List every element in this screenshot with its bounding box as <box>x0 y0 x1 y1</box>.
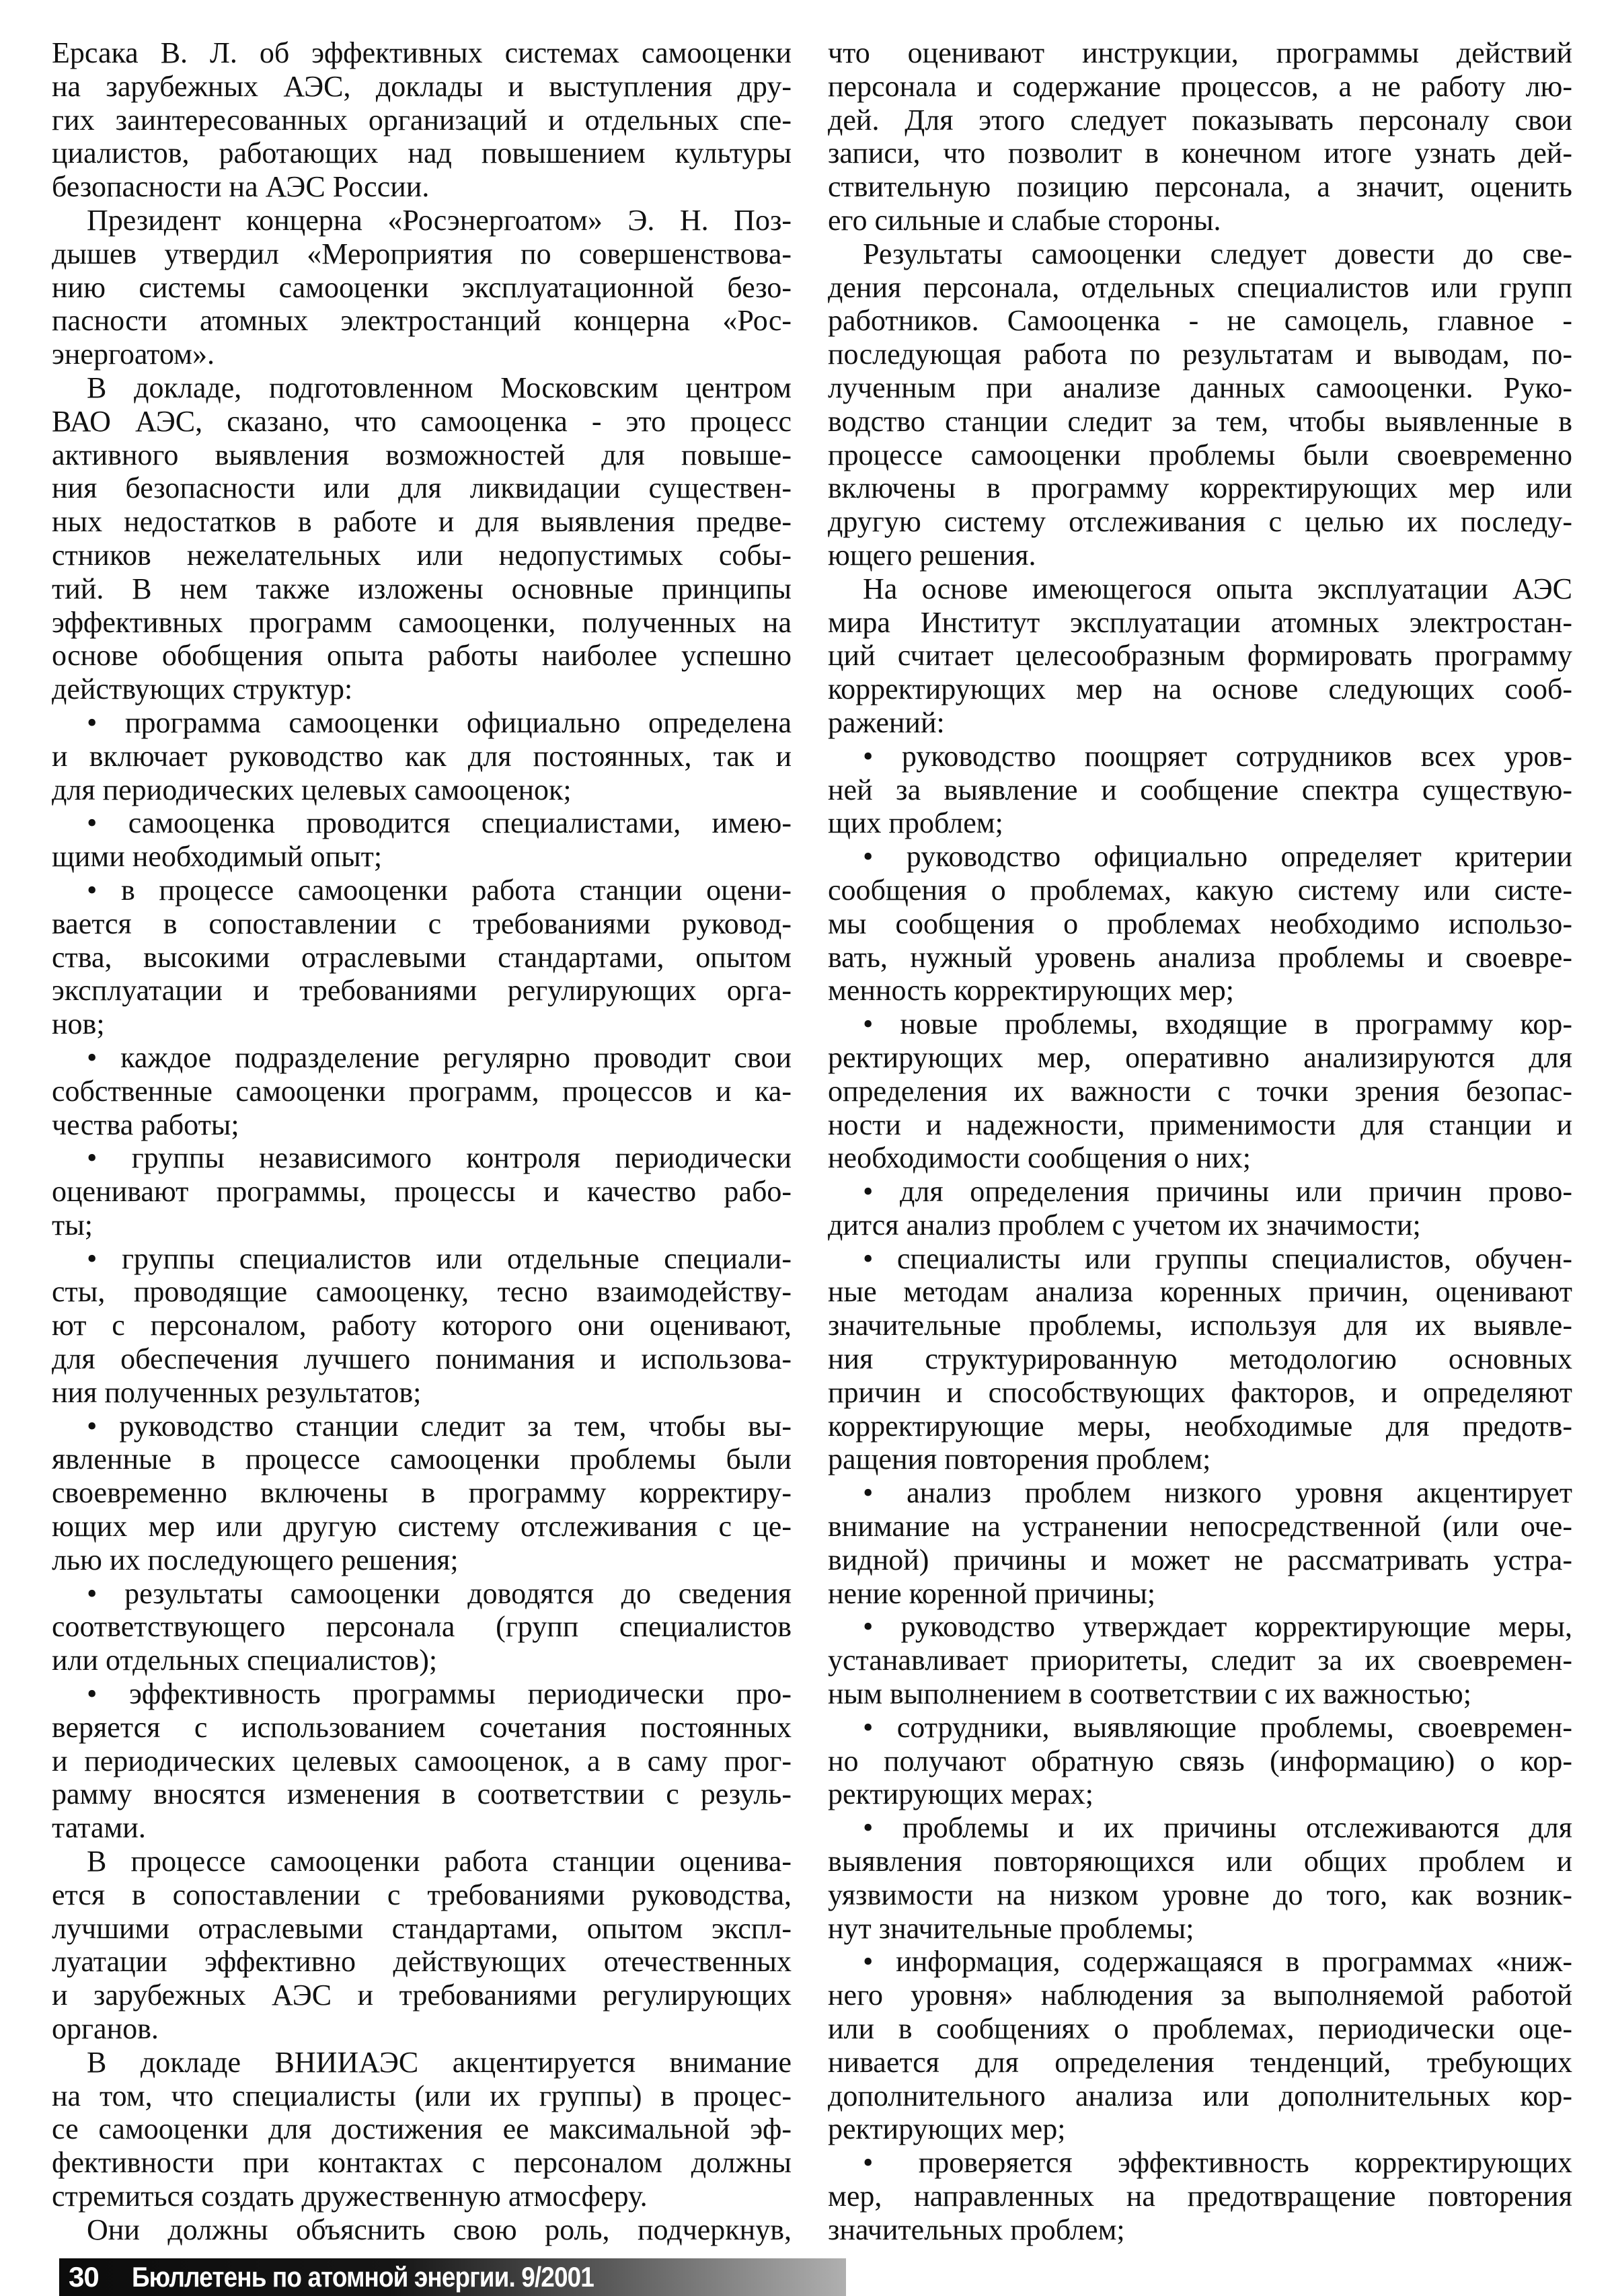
text-line: щими необходимый опыт; <box>52 840 383 874</box>
text-line: процессе самооценки проблемы были своевременно <box>828 438 1572 471</box>
text-line: ния полученных результатов; <box>52 1375 422 1409</box>
text-line: ты; <box>52 1208 93 1241</box>
text-line: се самооценки для достижения ее максимальной эф- <box>52 2112 792 2146</box>
text-line: ректирующих мер, оперативно анализируются для <box>828 1040 1572 1074</box>
text-line: действующих структур: <box>52 673 353 706</box>
text-line: безопасности на АЭС России. <box>52 170 430 204</box>
text-line: • результаты самооценки доводятся до сведения <box>87 1576 792 1610</box>
text-line: Ерсака В. Л. об эффективных системах самооценки <box>52 36 792 69</box>
text-line: Результаты самооценки следует довести до све- <box>863 237 1572 270</box>
text-line: ности и надежности, применимости для станции и <box>828 1108 1572 1141</box>
text-line: рамму вносятся изменения в соответствии с резуль- <box>52 1777 792 1811</box>
text-line: ется в сопоставлении с требованиями руководства, <box>52 1878 792 1911</box>
text-line: сты, проводящие самооценку, тесно взаимодейству- <box>52 1275 792 1309</box>
text-line: фективности при контактах с персоналом должны <box>52 2146 792 2180</box>
text-line: • руководство поощряет сотрудников всех уров- <box>863 739 1572 773</box>
text-line: менность корректирующих мер; <box>828 974 1234 1007</box>
text-line: ния структурированную методологию основных <box>828 1342 1572 1376</box>
text-line: • самооценка проводится специалистами, имею- <box>87 806 792 840</box>
text-line: записи, что позволит в конечном итоге узнать дей- <box>828 137 1572 170</box>
text-line: корректирующих мер на основе следующих сооб- <box>828 673 1572 706</box>
text-line: основе обобщения опыта работы наиболее успешно <box>52 639 792 673</box>
text-line: значительные проблемы, используя для их выявле- <box>828 1309 1572 1342</box>
paragraph <box>828 36 1572 237</box>
text-line: персонала и содержание процессов, а не работу лю- <box>828 69 1572 103</box>
text-line: сообщения о проблемах, какую систему или систе- <box>828 873 1572 907</box>
text-line: щих проблем; <box>828 806 1003 840</box>
text-line: соответствующего персонала (групп специалистов <box>52 1610 792 1644</box>
text-line: нию системы самооценки эксплуатационной безо- <box>52 270 792 304</box>
text-line: значительных проблем; <box>828 2213 1125 2246</box>
text-line: дополнительного анализа или дополнительных кор- <box>828 2079 1572 2112</box>
text-line: энергоатом». <box>52 338 215 371</box>
bullet-item <box>828 1476 1572 1610</box>
text-line: нение коренной причины; <box>828 1576 1156 1610</box>
text-line: водство станции следит за тем, чтобы выявленные в <box>828 404 1572 438</box>
text-line: ющих мер или другую систему отслеживания с це- <box>52 1510 792 1543</box>
text-line: устанавливает приоритеты, следит за их своевремен- <box>828 1644 1572 1677</box>
text-line: или отдельных специалистов); <box>52 1644 438 1677</box>
text-line: • проблемы и их причины отслеживаются для <box>863 1811 1572 1845</box>
text-line: • группы независимого контроля периодически <box>87 1141 792 1175</box>
bullet-item <box>52 1242 792 1410</box>
text-line: чества работы; <box>52 1108 239 1141</box>
text-line: выявления повторяющихся или общих проблем и <box>828 1845 1572 1878</box>
paragraph <box>828 237 1572 572</box>
left-column <box>52 36 792 2247</box>
page-number: 30 <box>69 2261 99 2293</box>
paragraph <box>52 2046 792 2213</box>
text-line: ректирующих мер; <box>828 2112 1066 2146</box>
text-line: него уровня» наблюдения за выполняемой работой <box>828 1979 1572 2012</box>
text-line: внимание на устранении непосредственной (или оче- <box>828 1510 1572 1543</box>
text-line: • программа самооценки официально определена <box>87 705 792 739</box>
publication-title: Бюллетень по атомной энергии. 9/2001 <box>132 2261 594 2293</box>
text-line: • в процессе самооценки работа станции оцени- <box>87 873 792 907</box>
text-line: собственные самооценки программ, процессов и ка- <box>52 1074 792 1108</box>
bullet-item <box>828 1945 1572 2146</box>
text-line: вается в сопоставлении с требованиями руковод- <box>52 907 792 940</box>
text-line: ствительную позицию персонала, а значит, оценить <box>828 170 1572 204</box>
text-line: и включает руководство как для постоянных, так и <box>52 739 792 773</box>
text-line: оценивают программы, процессы и качество рабо- <box>52 1175 792 1209</box>
text-line: эксплуатации и требованиями регулирующих орга- <box>52 974 792 1007</box>
text-line: • сотрудники, выявляющие проблемы, своевремен- <box>863 1710 1572 1744</box>
text-line: корректирующие меры, необходимые для предотв- <box>828 1409 1572 1443</box>
text-line: веряется с использованием сочетания постоянных <box>52 1710 792 1744</box>
text-line: • проверяется эффективность корректирующих <box>863 2146 1572 2180</box>
text-line: • для определения причины или причин прово- <box>863 1175 1572 1209</box>
bullet-item <box>828 1007 1572 1175</box>
text-line: ным выполнением в соответствии с их важностью; <box>828 1677 1471 1711</box>
text-line: другую систему отслеживания с целью их последу- <box>828 505 1572 539</box>
text-line: стремиться создать дружественную атмосферу. <box>52 2180 648 2213</box>
text-line: • группы специалистов или отдельные специали- <box>87 1241 792 1275</box>
bullet-item <box>52 1677 792 1845</box>
paragraph <box>52 2213 792 2247</box>
text-line: • новые проблемы, входящие в программу кор- <box>863 1007 1572 1041</box>
text-line: татами. <box>52 1811 146 1845</box>
text-line: дения персонала, отдельных специалистов или групп <box>828 270 1572 304</box>
text-line: включены в программу корректирующих мер или <box>828 471 1572 505</box>
text-line: ют с персоналом, работу которого они оценивают, <box>52 1309 792 1342</box>
text-line: лучшими отраслевыми стандартами, опытом экспл- <box>52 1911 792 1945</box>
text-line: для обеспечения лучшего понимания и использова- <box>52 1342 792 1376</box>
bullet-item <box>828 1610 1572 1710</box>
text-line: ства, высокими отраслевыми стандартами, опытом <box>52 940 792 974</box>
text-line: В процессе самооценки работа станции оценива- <box>87 1845 792 1878</box>
paragraph <box>52 36 792 204</box>
bullet-item <box>828 2146 1572 2246</box>
text-line: ния безопасности или для ликвидации существен- <box>52 471 792 505</box>
text-line: стников нежелательных или недопустимых собы- <box>52 538 792 572</box>
text-line: но получают обратную связь (информацию) о кор- <box>828 1744 1572 1777</box>
text-line: Президент концерна «Росэнергоатом» Э. Н. Поз- <box>87 203 792 237</box>
bullet-item <box>52 1577 792 1677</box>
text-line: • специалисты или группы специалистов, обучен- <box>863 1241 1572 1275</box>
right-column <box>828 36 1572 2247</box>
text-line: • каждое подразделение регулярно проводит свои <box>87 1040 792 1074</box>
bullet-item <box>52 1410 792 1577</box>
text-line: активного выявления возможностей для повыше- <box>52 438 792 471</box>
text-line: ректирующих мерах; <box>828 1777 1093 1811</box>
text-line: для периодических целевых самооценок; <box>52 773 572 806</box>
paragraph <box>52 371 792 706</box>
text-line: ющего решения. <box>828 538 1036 572</box>
text-line: лученным при анализе данных самооценки. Руко- <box>828 371 1572 404</box>
text-line: В докладе ВНИИАЭС акцентируется внимание <box>87 2045 792 2079</box>
text-line: Они должны объяснить свою роль, подчеркнув, <box>87 2213 792 2246</box>
text-line: мира Институт эксплуатации атомных электростан- <box>828 605 1572 639</box>
text-line: своевременно включены в программу корректиру- <box>52 1476 792 1510</box>
bullet-item <box>828 1175 1572 1242</box>
text-line: последующая работа по результатам и выводам, по- <box>828 338 1572 371</box>
text-line: дей. Для этого следует показывать персоналу свои <box>828 103 1572 137</box>
bullet-item <box>828 1242 1572 1477</box>
text-line: В докладе, подготовленном Московским центром <box>87 371 792 404</box>
text-line: мы сообщения о проблемах необходимо использо- <box>828 907 1572 940</box>
text-line: причин и способствующих факторов, и определяют <box>828 1375 1572 1409</box>
text-line: • информация, содержащаяся в программах «ниж- <box>863 1945 1572 1979</box>
paragraph <box>828 572 1572 740</box>
text-line: дится анализ проблем с учетом их значимости; <box>828 1208 1421 1241</box>
text-line: ных недостатков в работе и для выявления предве- <box>52 505 792 539</box>
bullet-item <box>52 1041 792 1141</box>
bullet-item <box>52 706 792 806</box>
text-line: эффективных программ самооценки, полученных на <box>52 605 792 639</box>
paragraph <box>52 204 792 371</box>
text-line: что оценивают инструкции, программы действий <box>828 36 1572 69</box>
text-line: ВАО АЭС, сказано, что самооценка - это процесс <box>52 404 792 438</box>
bullet-item <box>52 1141 792 1241</box>
bullet-item <box>828 1711 1572 1811</box>
text-line: уязвимости на низком уровне до того, как возник- <box>828 1878 1572 1911</box>
text-line: • анализ проблем низкого уровня акцентирует <box>863 1476 1572 1510</box>
text-line: • руководство станции следит за тем, чтобы вы- <box>87 1409 792 1443</box>
text-line: циалистов, работающих над повышением культуры <box>52 137 792 170</box>
text-line: тий. В нем также изложены основные принципы <box>52 572 792 605</box>
text-line: на том, что специалисты (или их группы) в процес- <box>52 2079 792 2112</box>
text-line: • руководство официально определяет критерии <box>863 840 1572 874</box>
text-line: мер, направленных на предотвращение повторения <box>828 2180 1572 2213</box>
text-line: ращения повторения проблем; <box>828 1443 1211 1476</box>
text-line: ражений: <box>828 705 945 739</box>
text-line: нов; <box>52 1007 105 1041</box>
text-line: дышев утвердил «Мероприятия по совершенствова- <box>52 237 792 270</box>
page-footer <box>59 2258 846 2296</box>
text-line: вать, нужный уровень анализа проблемы и своевре- <box>828 940 1572 974</box>
bullet-item <box>828 1811 1572 1945</box>
paragraph <box>52 1845 792 2046</box>
text-line: видной) причины и может не рассматривать устра- <box>828 1543 1572 1576</box>
bullet-item <box>52 806 792 874</box>
text-line: луатации эффективно действующих отечественных <box>52 1945 792 1979</box>
text-line: ней за выявление и сообщение спектра существую- <box>828 773 1572 806</box>
bullet-item <box>828 840 1572 1007</box>
bullet-item <box>52 874 792 1041</box>
text-line: лью их последующего решения; <box>52 1543 459 1576</box>
text-line: ные методам анализа коренных причин, оценивают <box>828 1275 1572 1309</box>
text-line: нивается для определения тенденций, требующих <box>828 2045 1572 2079</box>
text-line: пасности атомных электростанций концерна «Рос- <box>52 304 792 338</box>
text-line: необходимости сообщения о них; <box>828 1141 1251 1175</box>
text-line: определения их важности с точки зрения безопас- <box>828 1074 1572 1108</box>
text-line: или в сообщениях о проблемах, периодически оце- <box>828 2012 1572 2046</box>
text-line: ций считает целесообразным формировать программу <box>828 639 1572 673</box>
text-line: На основе имеющегося опыта эксплуатации АЭС <box>863 572 1572 605</box>
text-line: гих заинтересованных организаций и отдельных спе- <box>52 103 792 137</box>
text-line: его сильные и слабые стороны. <box>828 203 1221 237</box>
text-line: на зарубежных АЭС, доклады и выступления дру- <box>52 69 792 103</box>
text-line: и зарубежных АЭС и требованиями регулирующих <box>52 1979 792 2012</box>
text-line: работников. Самооценка - не самоцель, главное - <box>828 304 1572 338</box>
text-line: нут значительные проблемы; <box>828 1911 1194 1945</box>
text-line: и периодических целевых самооценок, а в саму прог- <box>52 1744 792 1777</box>
text-line: • руководство утверждает корректирующие меры, <box>863 1610 1572 1644</box>
text-line: • эффективность программы периодически про- <box>87 1677 792 1711</box>
text-line: явленные в процессе самооценки проблемы были <box>52 1443 792 1476</box>
bullet-item <box>828 740 1572 840</box>
text-line: органов. <box>52 2012 159 2046</box>
